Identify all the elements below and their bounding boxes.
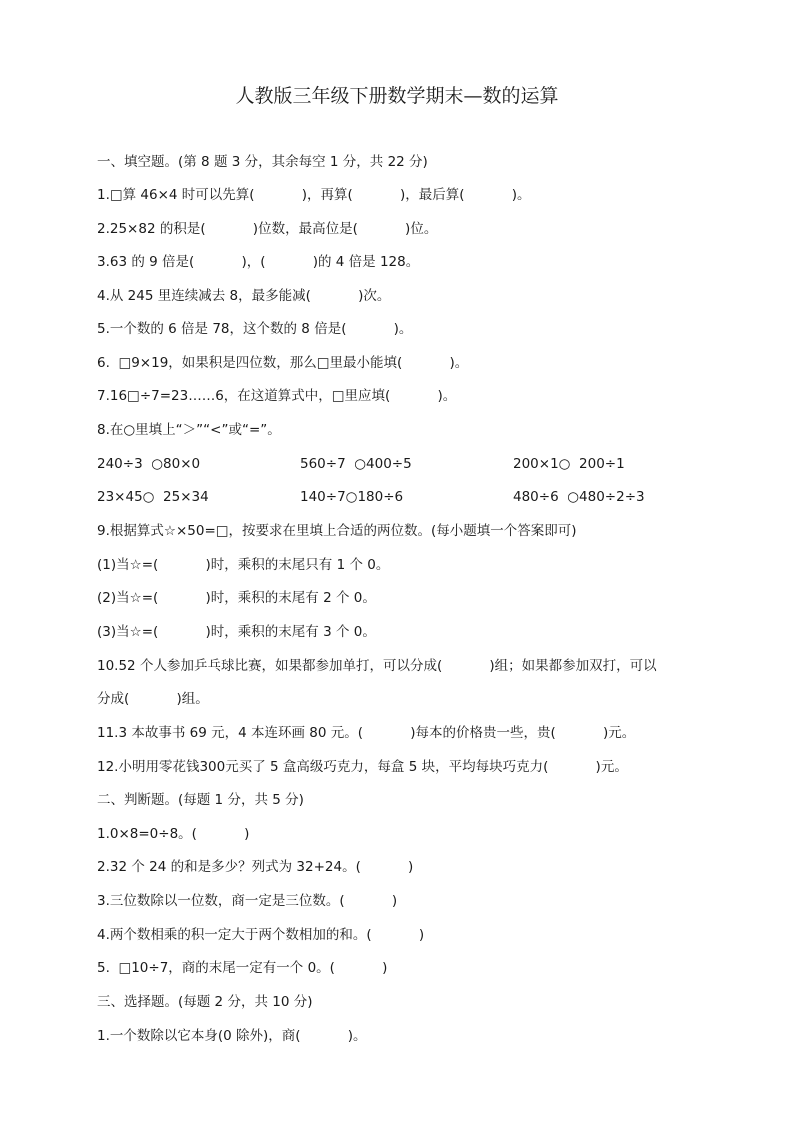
question-1-6: 6. □9×19，如果积是四位数，那么□里最小能填( )。 <box>97 355 469 371</box>
compare-item-2: 560÷7 ○400÷5 <box>300 456 412 472</box>
question-1-2: 2.25×82 的积是( )位数，最高位是( )位。 <box>97 221 438 237</box>
question-2-1: 1.0×8=0÷8。( ) <box>97 826 250 842</box>
section-2-heading: 二、判断题。(每题 1 分，共 5 分) <box>97 792 304 808</box>
question-2-3: 3.三位数除以一位数，商一定是三位数。( ) <box>97 893 398 909</box>
question-1-4: 4.从 245 里连续减去 8，最多能减( )次。 <box>97 288 391 304</box>
question-1-1: 1.□算 46×4 时可以先算( )，再算( )，最后算( )。 <box>97 187 531 203</box>
question-1-9-3: (3)当☆=( )时，乘积的末尾有 3 个 0。 <box>97 624 376 640</box>
question-1-9-1: (1)当☆=( )时，乘积的末尾只有 1 个 0。 <box>97 557 390 573</box>
compare-item-3: 200×1○ 200÷1 <box>513 456 625 472</box>
question-1-10-line-1: 10.52 个人参加乒乓球比赛，如果都参加单打，可以分成( )组；如果都参加双打，可以 <box>97 658 657 674</box>
question-1-9: 9.根据算式☆×50=□，按要求在里填上合适的两位数。(每小题填一个答案即可) <box>97 523 577 539</box>
section-1-heading: 一、填空题。(第 8 题 3 分，其余每空 1 分，共 22 分) <box>97 154 428 170</box>
section-3-heading: 三、选择题。(每题 2 分，共 10 分) <box>97 994 313 1010</box>
compare-item-6: 480÷6 ○480÷2÷3 <box>513 489 645 505</box>
compare-item-5: 140÷7○180÷6 <box>300 489 404 505</box>
question-1-11: 11.3 本故事书 69 元，4 本连环画 80 元。( )每本的价格贵一些，贵( )元。 <box>97 725 636 741</box>
question-1-9-2: (2)当☆=( )时，乘积的末尾有 2 个 0。 <box>97 590 376 606</box>
question-3-1: 1.一个数除以它本身(0 除外)，商( )。 <box>97 1028 367 1044</box>
question-1-12: 12.小明用零花钱300元买了 5 盒高级巧克力，每盒 5 块，平均每块巧克力( )元。 <box>97 759 628 775</box>
question-1-3: 3.63 的 9 倍是( )，( )的 4 倍是 128。 <box>97 254 420 270</box>
question-1-10-line-2: 分成( )组。 <box>97 691 209 707</box>
compare-item-4: 23×45○ 25×34 <box>97 489 209 505</box>
page-title: 人教版三年级下册数学期末—数的运算 <box>235 85 559 107</box>
question-1-8: 8.在○里填上“＞”“<”或“=”。 <box>97 422 281 438</box>
question-2-5: 5. □10÷7，商的末尾一定有一个 0。( ) <box>97 960 388 976</box>
question-1-7: 7.16□÷7=23……6，在这道算式中，□里应填( )。 <box>97 388 457 404</box>
question-2-2: 2.32 个 24 的和是多少？列式为 32+24。( ) <box>97 859 414 875</box>
question-2-4: 4.两个数相乘的积一定大于两个数相加的和。( ) <box>97 927 425 943</box>
question-1-5: 5.一个数的 6 倍是 78，这个数的 8 倍是( )。 <box>97 321 413 337</box>
compare-item-1: 240÷3 ○80×0 <box>97 456 201 472</box>
